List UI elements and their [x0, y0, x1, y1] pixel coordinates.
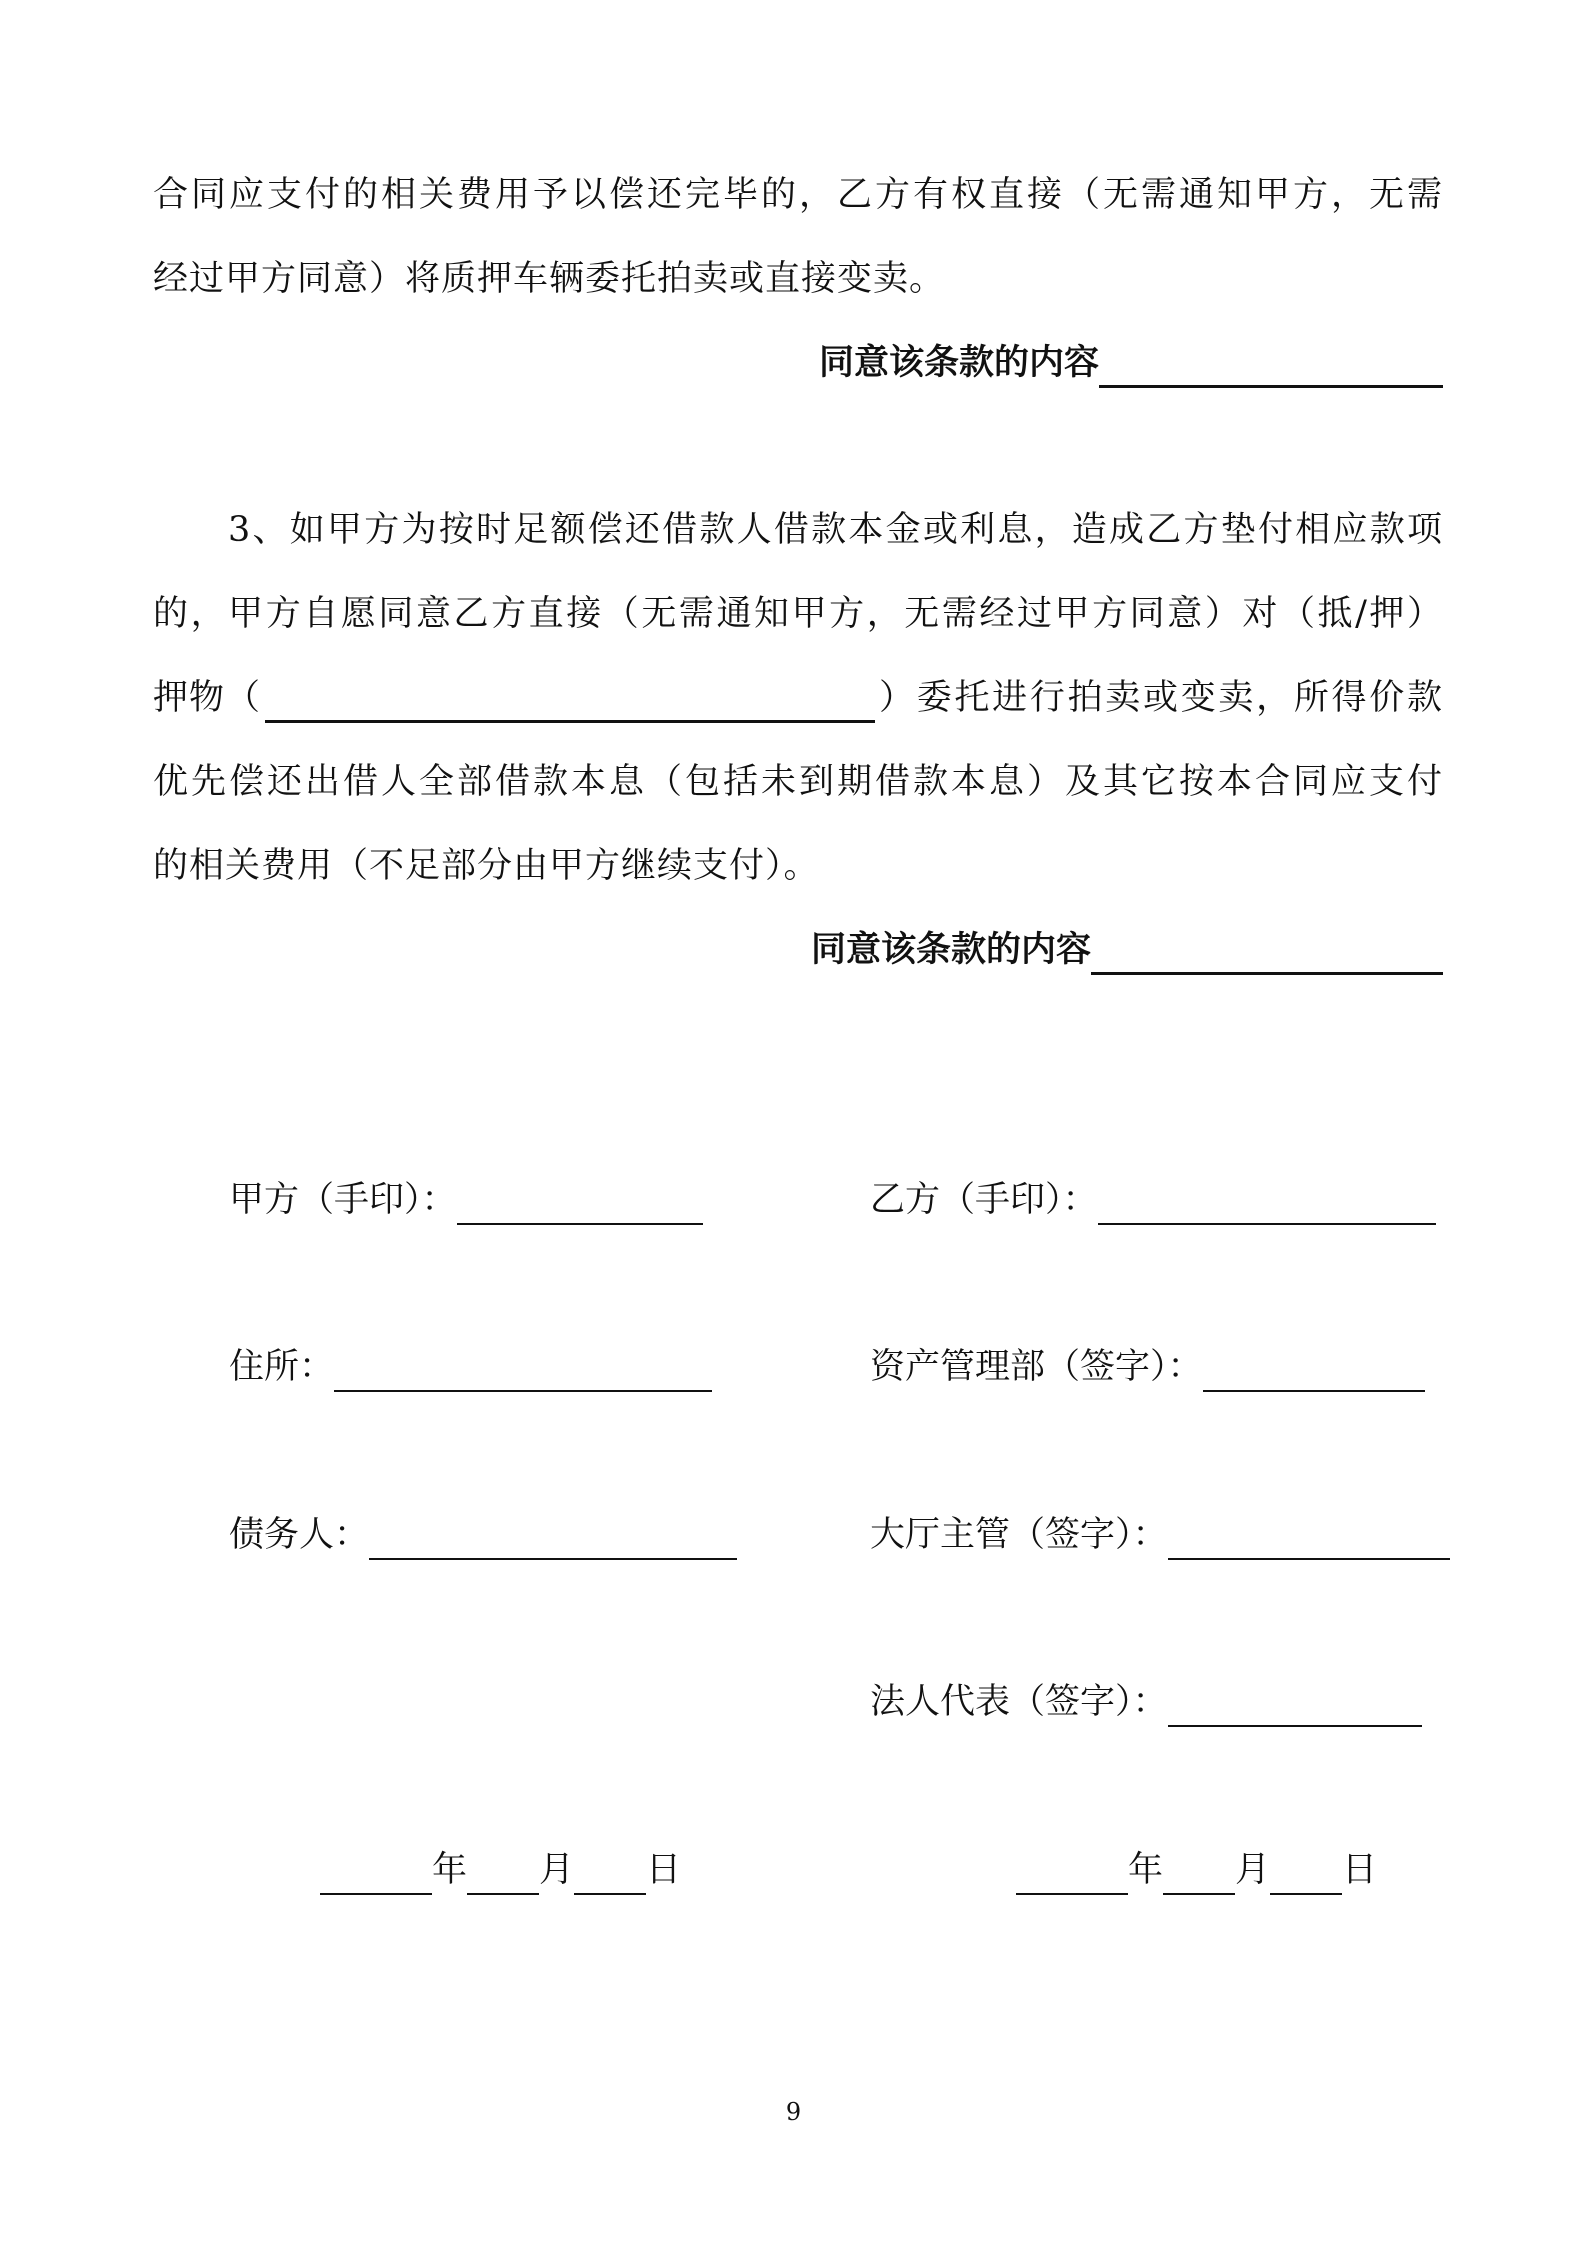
- clause3-line-4: 优先偿还出借人全部借款本息（包括未到期借款本息）及其它按本合同应支付: [153, 762, 1443, 802]
- year-label: 年: [1128, 1850, 1164, 1890]
- asset-dept-field[interactable]: [1203, 1356, 1425, 1392]
- month-label: 月: [1235, 1850, 1271, 1890]
- lobby-supervisor-field[interactable]: [1168, 1524, 1450, 1560]
- clause3-line-2: 的，甲方自愿同意乙方直接（无需通知甲方，无需经过甲方同意）对（抵/押）: [153, 594, 1443, 634]
- agree-signature-field-1[interactable]: [1099, 351, 1443, 388]
- party-a-label: 甲方（手印）：: [229, 1180, 457, 1220]
- agree-clause-3: [811, 925, 1443, 975]
- paragraph-top-line-1: 合同应支付的相关费用予以偿还完毕的，乙方有权直接（无需通知甲方，无需: [153, 175, 1443, 215]
- collateral-suffix: ）委托进行拍卖或变卖，所得价款: [879, 678, 1443, 718]
- agree-label: 同意该条款的内容: [810, 929, 1091, 970]
- date-right-year-field[interactable]: [1016, 1859, 1128, 1895]
- agree-clause-2: [819, 338, 1443, 388]
- lobby-supervisor-row: [870, 1510, 1450, 1560]
- collateral-field[interactable]: [265, 686, 875, 723]
- date-left-year-field[interactable]: [320, 1859, 432, 1895]
- party-b-row: [870, 1175, 1436, 1225]
- clause3-line-1: 3、如甲方为按时足额偿还借款人借款本金或利息，造成乙方垫付相应款项: [228, 510, 1443, 550]
- date-left: [320, 1845, 681, 1895]
- page-number: 9: [785, 2098, 802, 2126]
- agree-label: 同意该条款的内容: [818, 342, 1099, 383]
- legal-rep-label: 法人代表（签字）：: [870, 1682, 1168, 1722]
- clause3-line-3: [153, 673, 1443, 723]
- day-label: 日: [646, 1850, 682, 1890]
- debtor-row: [229, 1510, 737, 1560]
- address-field[interactable]: [334, 1356, 712, 1392]
- debtor-field[interactable]: [369, 1524, 737, 1560]
- agree-signature-field-2[interactable]: [1091, 938, 1443, 975]
- clause3-line-5: 的相关费用（不足部分由甲方继续支付）。: [153, 846, 820, 886]
- date-right-month-field[interactable]: [1163, 1859, 1235, 1895]
- date-left-day-field[interactable]: [574, 1859, 646, 1895]
- debtor-label: 债务人：: [229, 1515, 370, 1555]
- legal-rep-field[interactable]: [1168, 1691, 1422, 1727]
- legal-rep-row: [870, 1677, 1422, 1727]
- date-right-day-field[interactable]: [1270, 1859, 1342, 1895]
- party-a-field[interactable]: [457, 1189, 703, 1225]
- address-row: [229, 1342, 712, 1392]
- collateral-prefix: 押物（: [153, 678, 262, 718]
- date-right: [1016, 1845, 1377, 1895]
- paragraph-top-line-2: 经过甲方同意）将质押车辆委托拍卖或直接变卖。: [153, 259, 946, 299]
- asset-dept-row: [870, 1342, 1425, 1392]
- party-b-field[interactable]: [1098, 1189, 1436, 1225]
- day-label: 日: [1342, 1850, 1378, 1890]
- party-b-label: 乙方（手印）：: [870, 1180, 1098, 1220]
- asset-dept-label: 资产管理部（签字）：: [870, 1347, 1203, 1387]
- address-label: 住所：: [229, 1347, 335, 1387]
- party-a-row: [229, 1175, 703, 1225]
- year-label: 年: [432, 1850, 468, 1890]
- date-left-month-field[interactable]: [467, 1859, 539, 1895]
- lobby-supervisor-label: 大厅主管（签字）：: [870, 1515, 1168, 1555]
- month-label: 月: [539, 1850, 575, 1890]
